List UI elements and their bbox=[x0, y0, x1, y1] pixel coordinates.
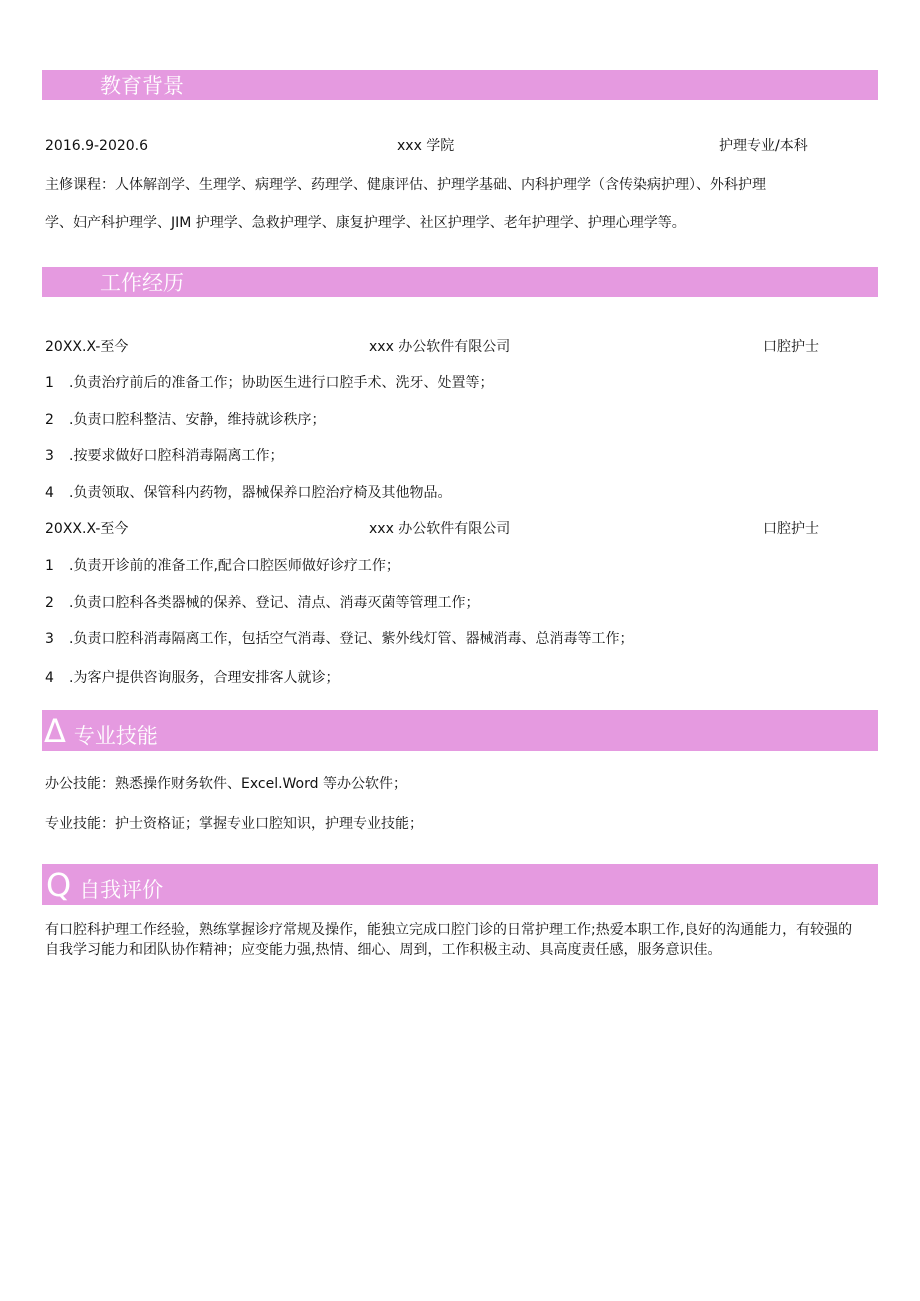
job-position: 口腔护士 bbox=[763, 339, 819, 355]
self-eval-title: 自我评价 bbox=[79, 878, 164, 902]
work-title: 工作经历 bbox=[100, 271, 184, 295]
job-company: xxx 办公软件有限公司 bbox=[369, 521, 511, 537]
job-duty bbox=[45, 632, 633, 646]
education-courses-line2: 学、妇产科护理学、JIM 护理学、急救护理学、康复护理学、社区护理学、老年护理学、护理心理学等。 bbox=[45, 215, 686, 231]
job-duty bbox=[45, 486, 451, 500]
job-position: 口腔护士 bbox=[763, 521, 819, 537]
duty-text: .负责口腔科消毒隔离工作，包括空气消毒、登记、紫外线灯管、器械消毒、总消毒等工作； bbox=[69, 631, 634, 647]
job-date: 20XX.X-至今 bbox=[45, 521, 129, 537]
duty-number: 4 bbox=[45, 670, 54, 686]
duty-text: .负责口腔科整洁、安静，维持就诊秩序； bbox=[69, 412, 326, 428]
q-icon: Q bbox=[46, 866, 72, 904]
education-header bbox=[42, 70, 878, 100]
job-duty bbox=[45, 413, 325, 427]
duty-number: 1 bbox=[45, 558, 54, 574]
education-date: 2016.9-2020.6 bbox=[45, 138, 149, 154]
duty-number: 3 bbox=[45, 631, 54, 647]
job-duty bbox=[45, 671, 339, 685]
duty-number: 2 bbox=[45, 595, 54, 611]
skills-title: 专业技能 bbox=[73, 724, 158, 748]
job-date: 20XX.X-至今 bbox=[45, 339, 129, 355]
duty-text: .负责治疗前后的准备工作；协助医生进行口腔手术、洗牙、处置等； bbox=[69, 375, 494, 391]
job-duty bbox=[45, 376, 493, 390]
job-duty bbox=[45, 596, 479, 610]
duty-text: .负责口腔科各类器械的保养、登记、清点、消毒灭菌等管理工作； bbox=[69, 595, 480, 611]
skills-header bbox=[42, 710, 878, 751]
education-major: 护理专业/本科 bbox=[719, 138, 808, 154]
duty-text: .为客户提供咨询服务，合理安排客人就诊； bbox=[69, 670, 340, 686]
education-title: 教育背景 bbox=[100, 74, 184, 98]
job-duty bbox=[45, 449, 283, 463]
duty-text: .负责领取、保管科内药物，器械保养口腔治疗椅及其他物品。 bbox=[69, 485, 452, 501]
duty-number: 3 bbox=[45, 448, 54, 464]
education-row bbox=[45, 139, 835, 153]
duty-number: 1 bbox=[45, 375, 54, 391]
duty-number: 4 bbox=[45, 485, 54, 501]
job-company: xxx 办公软件有限公司 bbox=[369, 339, 511, 355]
skills-professional: 专业技能：护士资格证；掌握专业口腔知识，护理专业技能； bbox=[45, 816, 423, 832]
duty-number: 2 bbox=[45, 412, 54, 428]
duty-text: .负责开诊前的准备工作,配合口腔医师做好诊疗工作； bbox=[69, 558, 400, 574]
skills-office: 办公技能：熟悉操作财务软件、Excel.Word 等办公软件； bbox=[45, 776, 407, 792]
education-courses-line1: 主修课程：人体解剖学、生理学、病理学、药理学、健康评估、护理学基础、内科护理学（含传染病护理）、外科护理 bbox=[45, 177, 766, 193]
education-school: xxx 学院 bbox=[397, 138, 455, 154]
job-row bbox=[45, 340, 835, 354]
duty-text: .按要求做好口腔科消毒隔离工作； bbox=[69, 448, 284, 464]
delta-icon: Δ bbox=[44, 712, 66, 750]
self-eval-header bbox=[42, 864, 878, 905]
job-row bbox=[45, 522, 835, 536]
work-header bbox=[42, 267, 878, 297]
job-duty bbox=[45, 559, 400, 573]
self-eval-text: 有口腔科护理工作经验，熟练掌握诊疗常规及操作，能独立完成口腔门诊的日常护理工作;热爱本职工作,良好的沟通能力，有较强的自我学习能力和团队协作精神；应变能力强,热情、细心、周到，工作积极主动、具高度责任感，服务意识佳。 bbox=[45, 922, 853, 958]
